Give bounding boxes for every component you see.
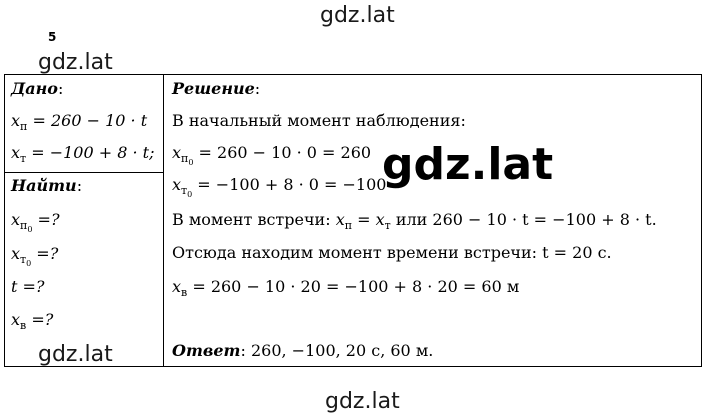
- watermark-lower-left: gdz.lat: [38, 342, 113, 367]
- solution-line3: $x_{т_0} = -100 + 8 \cdot 0 = -100$: [172, 175, 387, 199]
- solution-table: [4, 74, 702, 367]
- solution-line1: В начальный момент наблюдения:: [172, 111, 466, 130]
- problem-mark: 5: [48, 30, 57, 44]
- watermark-center: gdz.lat: [382, 139, 554, 190]
- solution-line6: $x_в = 260 - 10 \cdot 20 = -100 + 8 \cdot 20 = 60$ м: [172, 277, 520, 299]
- solution-line2: $x_{п_0} = 260 - 10 \cdot 0 = 260$: [172, 143, 372, 167]
- find-item-x-v: $x_в$ =?: [11, 310, 54, 332]
- answer-label: Ответ: [172, 341, 241, 360]
- solution-header-row: Решение:: [172, 79, 261, 98]
- answer-text: : 260, −100, 20 с, 60 м.: [240, 341, 434, 360]
- find-item-t: t =?: [11, 277, 45, 296]
- column-divider: [163, 75, 164, 366]
- given-eq1: $x_п = 260 - 10 \cdot t$: [11, 111, 148, 133]
- watermark-left: gdz.lat: [38, 50, 113, 75]
- find-item-x-t0: $x_{т_0}$ =?: [11, 244, 59, 268]
- watermark-top: gdz.lat: [320, 3, 395, 28]
- find-item-x-p0: $x_{п_0}$ =?: [11, 210, 60, 234]
- given-header-row: Дано:: [11, 79, 64, 98]
- find-header: Найти: [11, 176, 77, 195]
- given-header: Дано: [11, 79, 58, 98]
- given-eq2: $x_т = -100 + 8 \cdot t$;: [11, 143, 155, 165]
- solution-line5: Отсюда находим момент времени встречи: t = 20 с.: [172, 243, 612, 262]
- find-header-row: Найти:: [11, 176, 83, 195]
- watermark-bottom: gdz.lat: [325, 389, 400, 414]
- solution-line4: В момент встречи: $x_п = x_т$ или 260 − 10 · t = −100 + 8 · t.: [172, 210, 657, 232]
- given-find-divider: [5, 172, 163, 173]
- solution-header: Решение: [172, 79, 255, 98]
- answer-row: [172, 341, 433, 361]
